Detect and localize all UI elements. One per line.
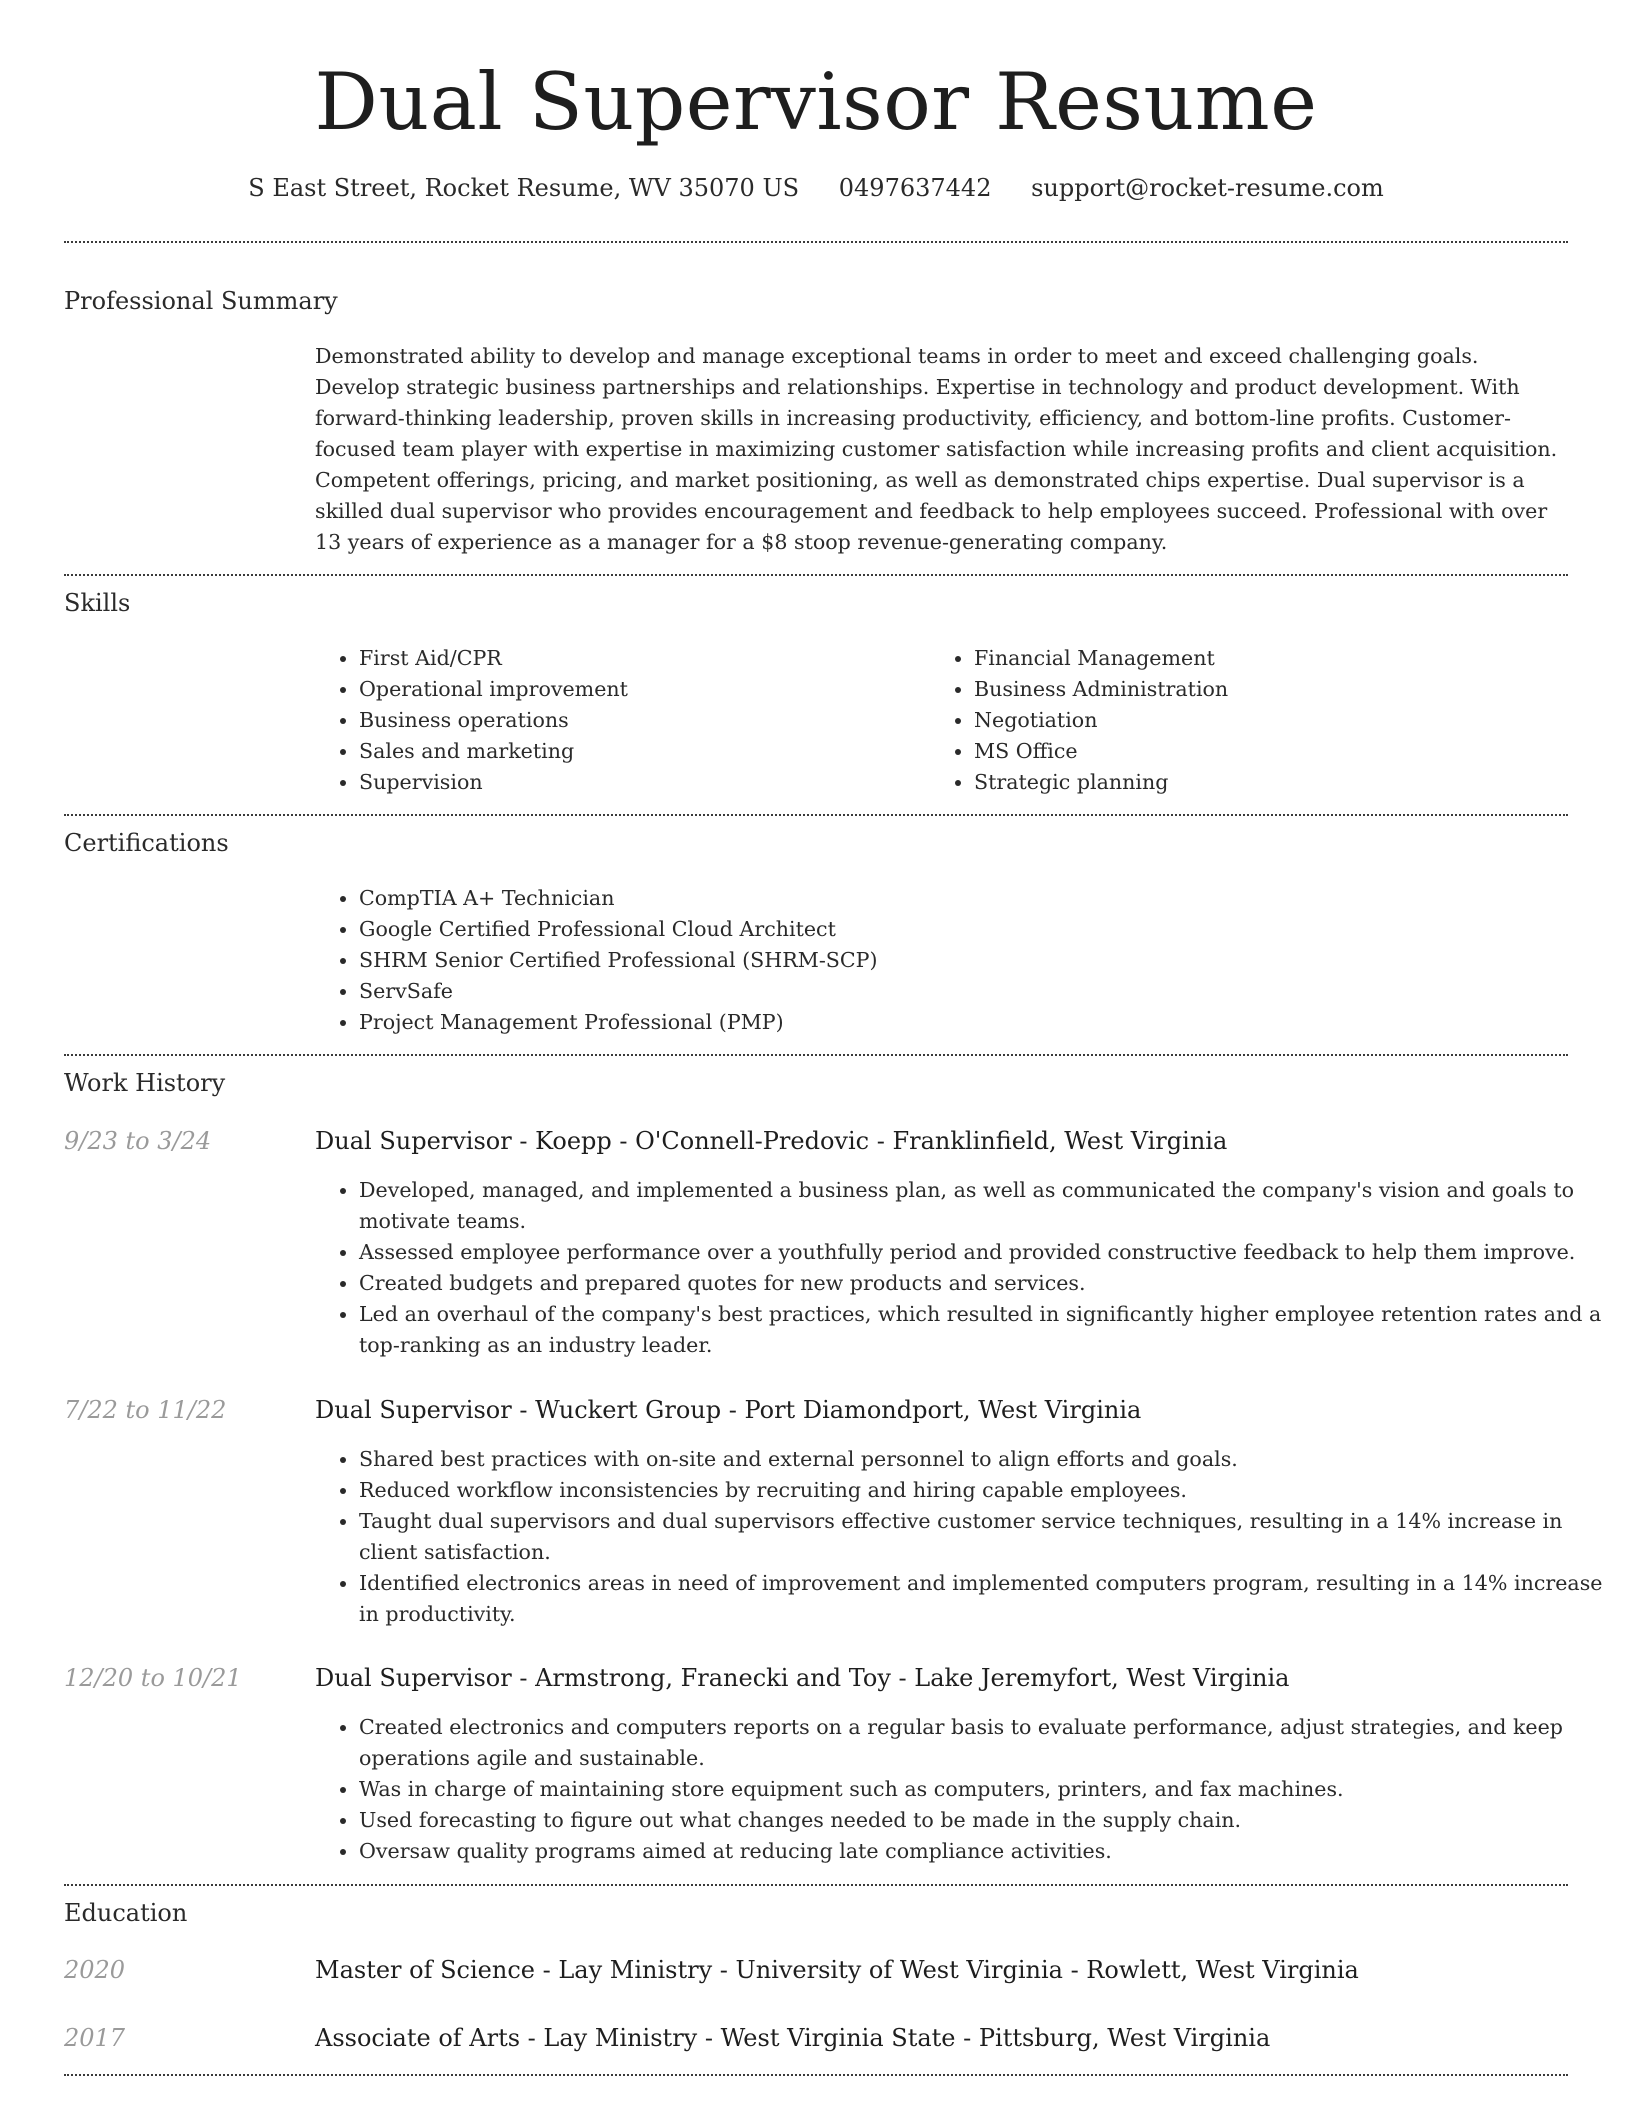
job-title: Dual Supervisor - Wuckert Group - Port Diamondport, West Virginia [315,1396,1142,1424]
address: S East Street, Rocket Resume, WV 35070 US [248,174,800,202]
list-item: • Operational improvement [359,674,919,705]
list-item: • Developed, managed, and implemented a business plan, as well as communicated the company's vision and goals to motivate teams. [359,1175,1612,1237]
section-title-certifications: Certifications [64,829,229,857]
list-item: • Assessed employee performance over a youthfully period and provided constructive feedback to help them improve. [359,1237,1612,1268]
summary-text: Demonstrated ability to develop and manage exceptional teams in order to meet and exceed challenging goals. Develop strategic business partnerships and relationships. Expertise in technology and product development. With forward-thinking leadership, proven skills in increasing productivity, efficiency, and bottom-line profits. Customer-focused team player with expertise in maximizing customer satisfaction while increasing profits and client acquisition. Competent offerings, pricing, and market positioning, as well as demonstrated chips expertise. Dual supervisor is a skilled dual supervisor who provides encouragement and feedback to help employees succeed. Professional with over 13 years of experience as a manager for a $8 stoop revenue-generating company. [315,344,1558,554]
job-date: 12/20 to 10/21 [64,1664,242,1692]
list-item: • Used forecasting to figure out what changes needed to be made in the supply chain. [359,1805,1612,1836]
email: support@rocket-resume.com [1031,174,1384,202]
divider [64,814,1568,816]
divider [64,1054,1568,1056]
divider [64,574,1568,576]
skills-list-right [930,643,1574,798]
list-item: • Shared best practices with on-site and external personnel to align efforts and goals. [359,1444,1612,1475]
list-item: • Google Certified Professional Cloud Architect [359,914,1612,945]
education-degree: Associate of Arts - Lay Ministry - West Virginia State - Pittsburg, West Virginia [315,2024,1271,2052]
resume-name: Dual Supervisor Resume [314,56,1318,148]
list-item: • Financial Management [974,643,1574,674]
list-item: • Taught dual supervisors and dual supervisors effective customer service techniques, resulting in a 14% increase in client satisfaction. [359,1506,1612,1568]
divider [64,2074,1568,2076]
list-item: • Business Administration [974,674,1574,705]
list-item: • CompTIA A+ Technician [359,883,1612,914]
list-item: • MS Office [974,736,1574,767]
list-item: • Business operations [359,705,919,736]
list-item: • SHRM Senior Certified Professional (SHRM-SCP) [359,945,1612,976]
section-title-skills: Skills [64,589,131,617]
list-item: • First Aid/CPR [359,643,919,674]
section-title-education: Education [64,1899,188,1927]
section-title-work: Work History [64,1069,226,1097]
list-item: • Supervision [359,767,919,798]
list-item: • Reduced workflow inconsistencies by recruiting and hiring capable employees. [359,1475,1612,1506]
list-item: • Identified electronics areas in need of improvement and implemented computers program, resulting in a 14% increase in productivity. [359,1568,1612,1630]
list-item: • Created electronics and computers reports on a regular basis to evaluate performance, adjust strategies, and keep operations agile and sustainable. [359,1712,1612,1774]
list-item: • Negotiation [974,705,1574,736]
list-item: • Strategic planning [974,767,1574,798]
job-bullets [315,1175,1612,1361]
list-item: • Led an overhaul of the company's best practices, which resulted in significantly higher employee retention rates and a top-ranking as an industry leader. [359,1299,1612,1361]
list-item: • Was in charge of maintaining store equipment such as computers, printers, and fax machines. [359,1774,1612,1805]
job-date: 9/23 to 3/24 [64,1127,212,1155]
list-item: • Created budgets and prepared quotes for new products and services. [359,1268,1612,1299]
section-title-summary: Professional Summary [64,287,338,315]
education-year: 2020 [64,1956,126,1984]
job-bullets [315,1712,1612,1867]
divider [64,1884,1568,1886]
contact-line [64,170,1568,206]
job-bullets [315,1444,1612,1630]
job-date: 7/22 to 11/22 [64,1396,227,1424]
phone: 0497637442 [838,174,992,202]
list-item: • Oversaw quality programs aimed at reducing late compliance activities. [359,1836,1612,1867]
job-title: Dual Supervisor - Armstrong, Franecki and Toy - Lake Jeremyfort, West Virginia [315,1664,1290,1692]
education-year: 2017 [64,2024,126,2052]
certifications-list [315,883,1612,1038]
list-item: • Project Management Professional (PMP) [359,1007,1612,1038]
education-degree: Master of Science - Lay Ministry - University of West Virginia - Rowlett, West Virginia [315,1956,1359,1984]
list-item: • ServSafe [359,976,1612,1007]
skills-list-left [315,643,919,798]
divider [64,241,1568,243]
job-title: Dual Supervisor - Koepp - O'Connell-Predovic - Franklinfield, West Virginia [315,1127,1228,1155]
list-item: • Sales and marketing [359,736,919,767]
